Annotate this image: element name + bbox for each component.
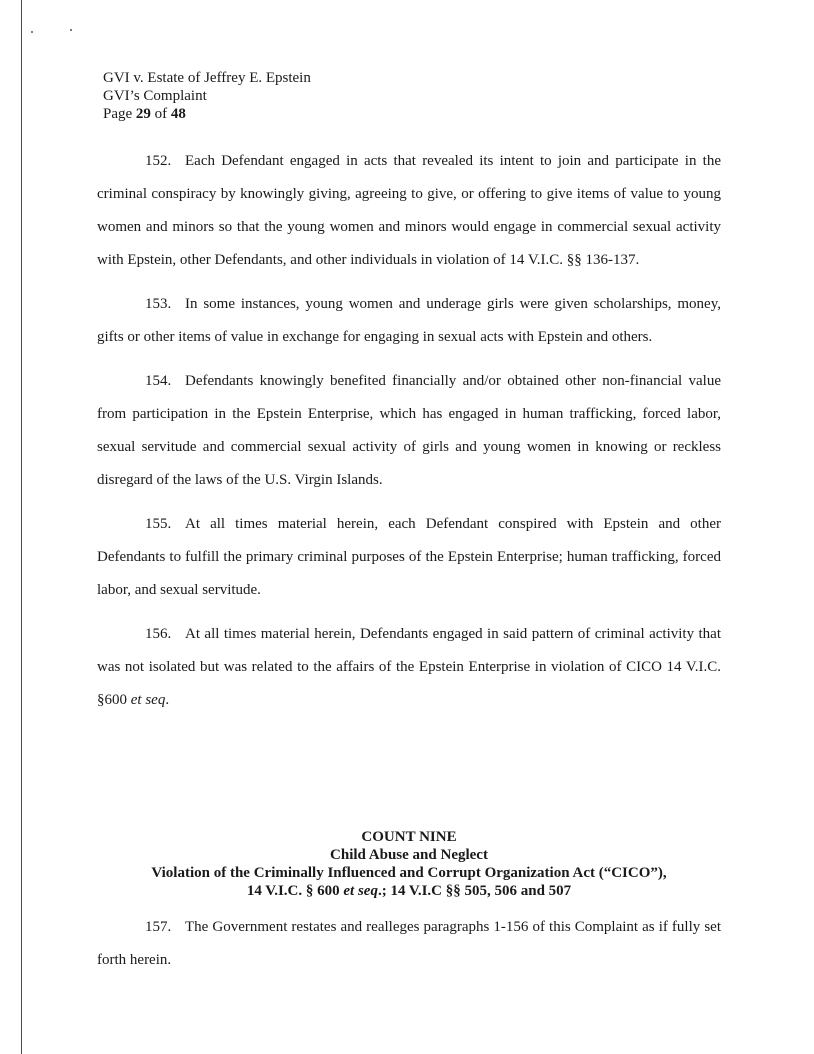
- document-title: GVI’s Complaint: [103, 88, 207, 104]
- count-subtitle: Child Abuse and Neglect: [330, 847, 488, 863]
- scan-speck: [70, 29, 72, 31]
- paragraph-number: 152.: [145, 153, 172, 169]
- count-heading: [97, 828, 721, 900]
- italic-citation: et seq: [130, 692, 166, 708]
- paragraph-text: Each Defendant engaged in acts that revealed its intent to join and participate in the criminal conspiracy by knowingly giving, agreeing to give, or offering to give items of value to young women and minors so that the young women and minors would engage in commercial sexual activity with Epstein, other Defendants, and other individuals in violation of 14 V.I.C. §§ 136-137.: [97, 153, 721, 268]
- scan-speck: [31, 31, 33, 33]
- paragraph-number: 155.: [145, 516, 172, 532]
- count-violation: Violation of the Criminally Influenced and Corrupt Organization Act (“CICO”),: [151, 865, 667, 881]
- case-caption: GVI v. Estate of Jeffrey E. Epstein: [103, 70, 311, 86]
- document-body-continued: [97, 911, 721, 988]
- paragraph-text: At all times material herein, Defendants engaged in said pattern of criminal activity that was not isolated but was related to the affairs of the Epstein Enterprise in violation of CICO 14 V.I.C. §600: [97, 626, 721, 708]
- paragraph-number: 153.: [145, 296, 172, 312]
- paragraph-number: 154.: [145, 373, 172, 389]
- paragraph-text: In some instances, young women and underage girls were given scholarships, money, gifts or other items of value in exchange for engaging in sexual acts with Epstein and others.: [97, 296, 721, 345]
- paragraph-157: [97, 911, 721, 977]
- paragraph-text: The Government restates and realleges paragraphs 1-156 of this Complaint as if fully set forth herein.: [97, 919, 721, 968]
- count-title: COUNT NINE: [361, 829, 457, 845]
- paragraph-155: [97, 508, 721, 607]
- page-current: 29: [135, 106, 151, 122]
- paragraph-number: 157.: [145, 919, 172, 935]
- paragraph-156: 156. At all times material herein, Defendants engaged in said pattern of criminal activity that was not isolated but was related to the affairs of the Epstein Enterprise in violation of CICO 14 V.I.C. §600 et seq.: [97, 618, 721, 717]
- paragraph-number: 156.: [145, 626, 172, 642]
- paragraph-152: [97, 145, 721, 277]
- paragraph-153: [97, 288, 721, 354]
- count-statutes: 14 V.I.C. § 600 et seq.; 14 V.I.C §§ 505, 506 and 507: [246, 883, 572, 899]
- page-total: 48: [170, 106, 186, 122]
- document-body: [97, 145, 721, 728]
- paragraph-154: [97, 365, 721, 497]
- document-header: [103, 69, 311, 123]
- scan-edge-line: [21, 0, 22, 1054]
- paragraph-text: At all times material herein, each Defendant conspired with Epstein and other Defendants to fulfill the primary criminal purposes of the Epstein Enterprise; human trafficking, forced labor, and sexual servitude.: [97, 516, 721, 598]
- paragraph-text: Defendants knowingly benefited financially and/or obtained other non-financial value from participation in the Epstein Enterprise, which has engaged in human trafficking, forced labor, sexual servitude and commercial sexual activity of girls and young women in knowing or reckless disregard of the laws of the U.S. Virgin Islands.: [97, 373, 721, 488]
- page-indicator: Page 29 of 48: [103, 106, 186, 122]
